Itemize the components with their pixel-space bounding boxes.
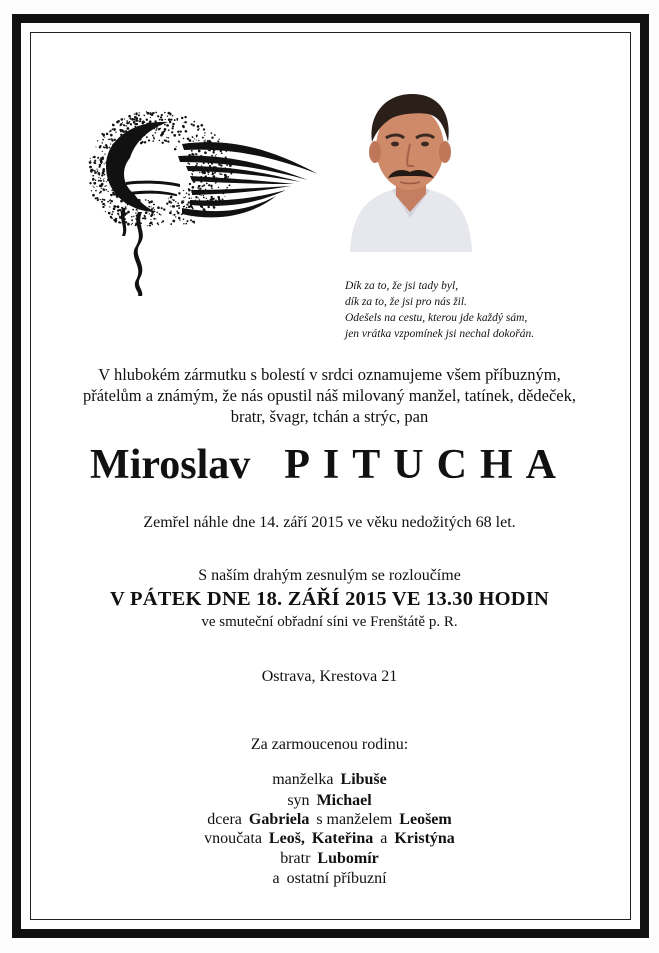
poem-line: Dík za to, že jsi tady byl,	[345, 280, 459, 292]
sunset-illustration	[86, 108, 326, 298]
family-member	[40, 870, 619, 888]
joiner: s manželem	[316, 811, 393, 828]
member-name: Michael	[316, 792, 372, 809]
first-name: Miroslav	[90, 442, 251, 488]
poem-line: dík za to, že jsi pro nás žil.	[345, 296, 467, 308]
poem-line: Odešels na cestu, kterou jde každý sám,	[345, 312, 528, 324]
member-name: Gabriela	[248, 811, 310, 828]
family-heading: Za zarmoucenou rodinu:	[250, 736, 409, 753]
relation: syn	[287, 792, 310, 809]
family-member	[40, 792, 619, 810]
member-name: Kateřina	[311, 830, 374, 847]
relation: vnoučata	[204, 830, 262, 847]
joiner: a	[380, 830, 388, 847]
member-name: Libuše	[340, 771, 387, 788]
announcement-line: V hlubokém zármutku s bolestí v srdci oznamujeme všem příbuzným,	[98, 365, 561, 384]
member-name: Kristýna	[394, 830, 455, 847]
relation: dcera	[207, 811, 242, 828]
death-notice: Zemřel náhle dne 14. září 2015 ve věku nedožitých 68 let.	[143, 514, 516, 531]
relation: a	[272, 870, 280, 887]
deceased-name	[40, 437, 619, 493]
memorial-poem	[345, 278, 605, 342]
announcement-line: přátelům a známým, že nás opustil náš milovaný manžel, tatínek, dědeček,	[82, 386, 576, 405]
poem-line: jen vrátka vzpomínek jsi nechal dokořán.	[345, 328, 535, 340]
announcement-text	[40, 364, 619, 427]
relation: manželka	[272, 771, 334, 788]
portrait-photo	[346, 86, 476, 252]
member-name: Leoš,	[268, 830, 305, 847]
last-name: PITUCHA	[284, 442, 569, 488]
farewell-intro: S naším drahým zesnulým se rozloučíme	[198, 567, 461, 584]
other-relatives: ostatní příbuzní	[286, 870, 387, 887]
relation: bratr	[280, 850, 311, 867]
family-member	[40, 850, 619, 868]
ceremony-place: ve smuteční obřadní síni ve Frenštátě p. R.	[201, 614, 458, 630]
family-member	[40, 771, 619, 789]
announcement-line: bratr, švagr, tchán a strýc, pan	[230, 407, 429, 426]
partner-name: Leošem	[399, 811, 452, 828]
family-member	[40, 811, 619, 829]
family-member	[40, 830, 619, 848]
member-name: Lubomír	[317, 850, 379, 867]
ceremony-datetime: V PÁTEK DNE 18. ZÁŘÍ 2015 VE 13.30 HODIN	[110, 588, 549, 610]
family-address: Ostrava, Krestova 21	[261, 668, 398, 685]
wind-streaks	[178, 142, 318, 217]
